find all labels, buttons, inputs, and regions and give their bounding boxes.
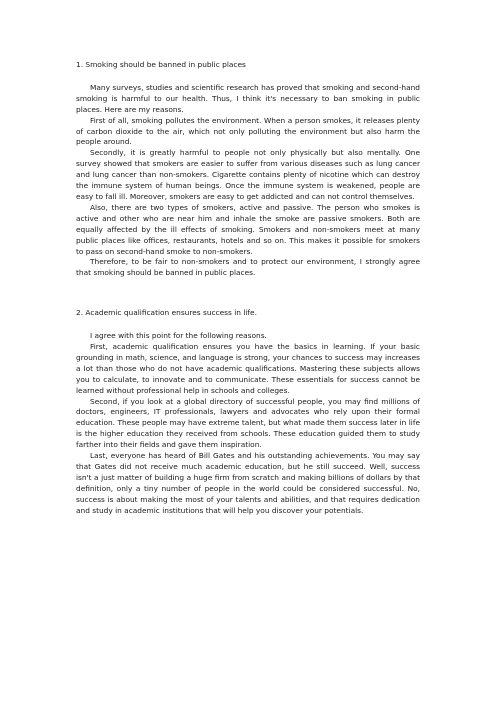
section-title: 2. Academic qualification ensures success in life. — [76, 308, 257, 318]
title-spacer — [76, 71, 420, 83]
essay-section-smoking — [76, 60, 420, 279]
paragraph: Also, there are two types of smokers, active and passive. The person who smokes is active and other who are near him and inhale the smoke are passive smokers. Both are equally affected by the ill effects of smoking. Smokers and non-smokers meet at many public places like offices, restaurants, hotels and so on. This makes it possible for smokers to pass on second-hand smoke to non-smokers. — [76, 202, 420, 256]
title-spacer — [76, 319, 420, 331]
paragraph: Last, everyone has heard of Bill Gates and his outstanding achievements. You may say that Gates did not receive much academic education, but he still succeed. Well, success isn't a just matter of building a huge firm from scratch and making billions of dollars by that definition, only a tiny number of people in the world could be considered successful. No, success is about making the most of your talents and abilities, and that requires dedication and study in academic institutions that will help you discover your potentials. — [76, 451, 420, 515]
paragraph: Secondly, it is greatly harmful to people not only physically but also mentally. One survey showed that smokers are easier to suffer from various diseases such as lung cancer and lung cancer than non-smokers. Cigarette contains plenty of nicotine which can destroy the immune system of human beings. Once the immune system is weakened, people are easy to fall ill. Moreover, smokers are easy to get addicted and can not control themselves. — [76, 148, 420, 201]
section-title: 1. Smoking should be banned in public places — [76, 60, 246, 69]
paragraph: I agree with this point for the following reasons. — [90, 331, 267, 341]
paragraph: Many surveys, studies and scientific research has proved that smoking and second-hand smoking is harmful to our health. Thus, I think it's necessary to ban smoking in public places. Here are my reasons. — [76, 82, 420, 114]
essay-section-academic — [76, 308, 420, 516]
paragraph: First of all, smoking pollutes the environment. When a person smokes, it releases plenty of carbon dioxide to the air, which not only polluting the environment but also harm the people around. — [76, 115, 420, 147]
document-page — [76, 60, 420, 517]
paragraph: First, academic qualification ensures you have the basics in learning. If your basic grounding in math, science, and language is strong, your chances to success may increases a lot than those who do not have academic qualifications. Mastering these subjects allows you to calculate, to innovate and to communicate. These essentials for success cannot be learned without professional help in schools and colleges. — [76, 342, 420, 395]
paragraph: Therefore, to be fair to non-smokers and to protect our environment, I strongly agree that smoking should be banned in public places. — [76, 257, 420, 278]
paragraph: Second, if you look at a global directory of successful people, you may find millions of doctors, engineers, IT professionals, lawyers and advocates who rely upon their formal education. These people may have extreme talent, but what made them success later in life is the higher education they received from schools. These education guided them to study farther into their fields and gave them inspiration. — [76, 396, 420, 450]
